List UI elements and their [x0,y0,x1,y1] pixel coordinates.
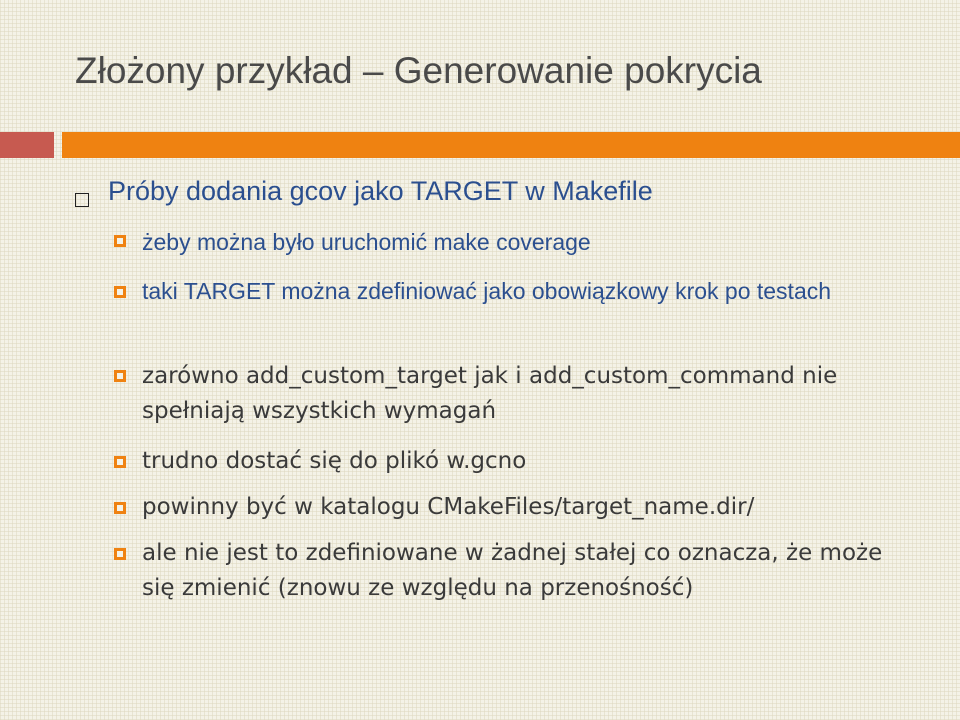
orange-square-bullet-icon [114,502,126,514]
bullet-item: powinny być w katalogu CMakeFiles/target_name.dir/ [142,494,755,520]
hollow-square-icon [75,193,89,207]
orange-square-bullet-icon [114,235,126,247]
slide-title: Złożony przykład – Generowanie pokrycia [75,50,762,91]
bullet-item: żeby można było uruchomić make coverage [142,229,591,255]
bullet-item: trudno dostać się do plikó w.gcno [142,448,527,474]
bullet-item: taki TARGET można zdefiniować jako obowiązkowy krok po testach [142,278,832,304]
orange-square-bullet-icon [114,286,126,298]
orange-square-bullet-icon [114,548,126,560]
bullet-item: zarówno add_custom_target jak i add_custom_command nie spełniają wszystkich wymagań [142,363,838,424]
orange-square-bullet-icon [114,370,126,382]
level1-bullet-text: Próby dodania gcov jako TARGET w Makefile [108,176,653,206]
bullet-item: ale nie jest to zdefiniowane w żadnej stałej co oznacza, że może się zmienić (znowu ze względu na przenośność) [142,540,883,601]
orange-square-bullet-icon [114,456,126,468]
